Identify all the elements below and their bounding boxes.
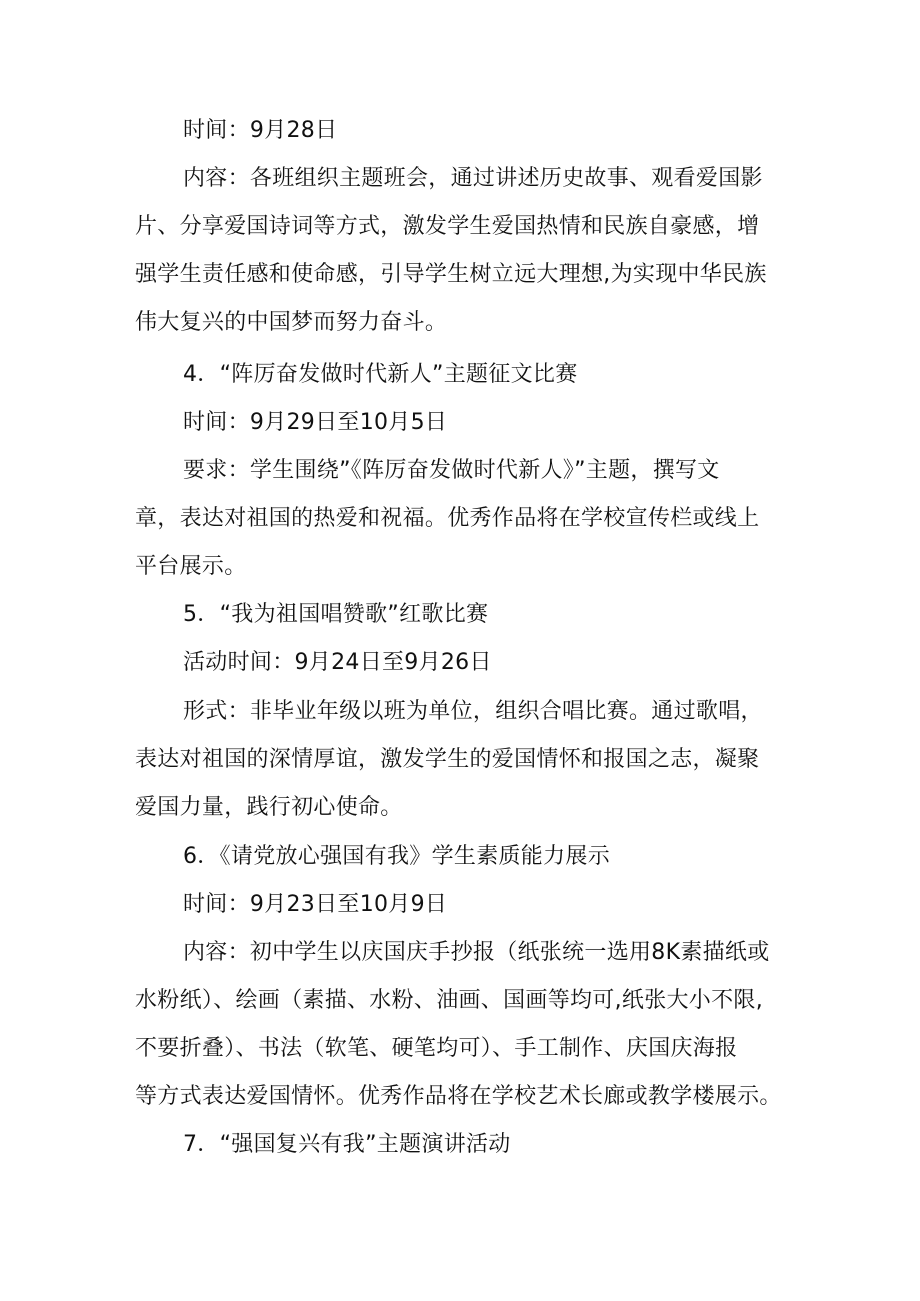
text-line: 平台展示。 xyxy=(135,554,247,579)
text-line: 形式：非毕业年级以班为单位，组织合唱比赛。通过歌唱， xyxy=(183,699,763,724)
text-line: 要求：学生围绕”《阵厉奋发做时代新人》”主题，撰写文 xyxy=(183,458,720,483)
text-line: 章，表达对祖国的热爱和祝福。优秀作品将在学校宣传栏或线上 xyxy=(135,506,760,531)
text-line: 活动时间：9月24日至9月26日 xyxy=(183,650,492,675)
text-line: 表达对祖国的深情厚谊，激发学生的爱国情怀和报国之志，凝聚 xyxy=(135,747,760,772)
text-line: 内容：各班组织主题班会，通过讲述历史故事、观看爱国影 xyxy=(183,166,763,191)
text-line: 强学生责任感和使命感，引导学生树立远大理想,为实现中华民族 xyxy=(135,262,767,287)
text-line: 水粉纸）、绘画（素描、水粉、油画、国画等均可,纸张大小不限, xyxy=(135,988,763,1013)
text-line: 时间：9月28日 xyxy=(183,118,338,143)
text-line: 爱国力量，践行初心使命。 xyxy=(135,795,403,820)
text-line: 等方式表达爱国情怀。优秀作品将在学校艺术长廊或教学楼展示。 xyxy=(135,1084,782,1109)
section-heading: 4．“阵厉奋发做时代新人”主题征文比赛 xyxy=(183,362,578,387)
text-line: 不要折叠）、书法（软笔、硬笔均可）、手工制作、庆国庆海报 xyxy=(135,1036,738,1061)
text-line: 伟大复兴的中国梦而努力奋斗。 xyxy=(135,310,448,335)
section-heading: 7．“强国复兴有我”主题演讲活动 xyxy=(183,1132,511,1157)
text-line: 时间：9月23日至10月9日 xyxy=(183,892,448,917)
section-heading: 5．“我为祖国唱赞歌”红歌比赛 xyxy=(183,602,489,627)
text-line: 片、分享爱国诗词等方式，激发学生爱国热情和民族自豪感，增 xyxy=(135,214,760,239)
text-line: 内容：初中学生以庆国庆手抄报（纸张统一选用8K素描纸或 xyxy=(183,940,770,965)
section-heading: 6．《请党放心强国有我》学生素质能力展示 xyxy=(183,844,610,869)
text-line: 时间：9月29日至10月5日 xyxy=(183,410,448,435)
